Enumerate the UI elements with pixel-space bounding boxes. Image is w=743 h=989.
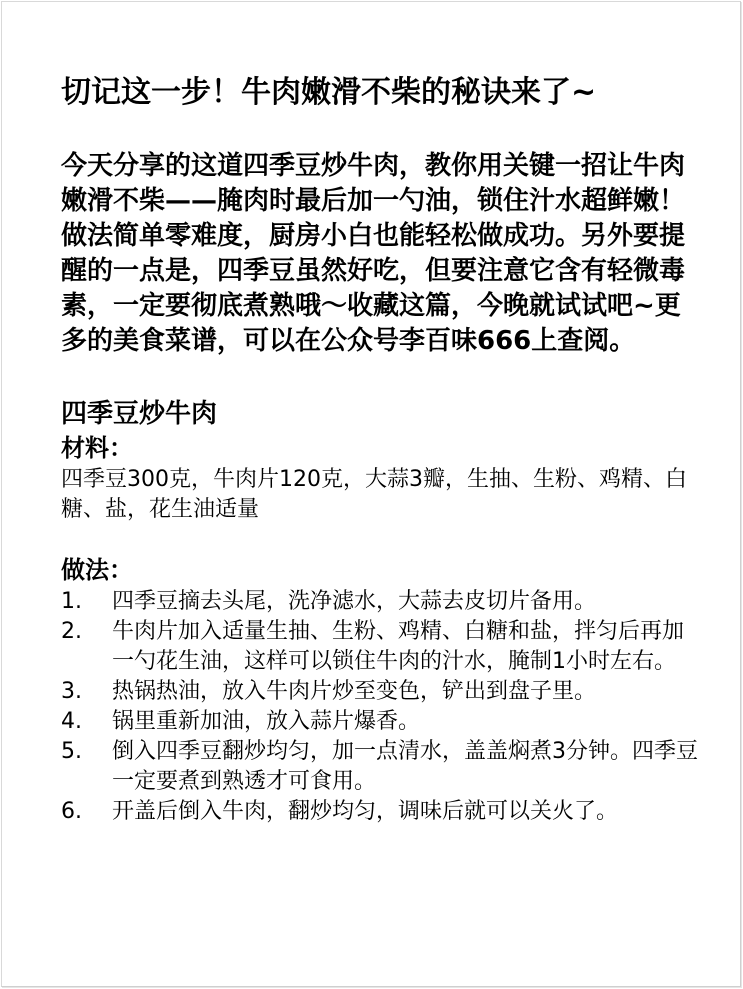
recipe-title: 四季豆炒牛肉 — [61, 399, 218, 429]
step-item — [61, 737, 701, 797]
step-number: 4. — [61, 709, 82, 734]
step-text: 热锅热油，放入牛肉片炒至变色，铲出到盘子里。 — [112, 679, 597, 704]
step-number: 2. — [61, 619, 82, 644]
document-content — [61, 68, 701, 827]
step-item — [61, 587, 701, 617]
step-text: 倒入四季豆翻炒均匀，加一点清水，盖盖焖煮3分钟。四季豆一定要煮到熟透才可食用。 — [112, 739, 698, 794]
step-text: 锅里重新加油，放入蒜片爆香。 — [112, 709, 421, 734]
ingredients-heading: 材料： — [61, 434, 133, 462]
document-page — [1, 1, 741, 987]
step-text: 牛肉片加入适量生抽、生粉、鸡精、白糖和盐，拌匀后再加一勺花生油，这样可以锁住牛肉的汁水，腌制1小时左右。 — [112, 619, 685, 674]
page-title: 切记这一步！牛肉嫩滑不柴的秘诀来了~ — [61, 75, 597, 110]
step-text: 开盖后倒入牛肉，翻炒均匀，调味后就可以关火了。 — [112, 799, 619, 824]
step-item — [61, 617, 701, 677]
intro-paragraph: 今天分享的这道四季豆炒牛肉，教你用关键一招让牛肉嫩滑不柴——腌肉时最后加一勺油，锁住汁水超鲜嫩！做法简单零难度，厨房小白也能轻松做成功。另外要提醒的一点是，四季豆虽然好吃，但要注意它含有轻微毒素，一定要彻底煮熟哦～收藏这篇，今晚就试试吧~更多的美食菜谱，可以在公众号李百味666上查阅。 — [61, 151, 686, 356]
step-item — [61, 707, 701, 737]
step-text: 四季豆摘去头尾，洗净滤水，大蒜去皮切片备用。 — [112, 589, 597, 614]
step-number: 1. — [61, 589, 82, 614]
steps-heading: 做法： — [61, 556, 133, 584]
ingredients-text: 四季豆300克，牛肉片120克，大蒜3瓣，生抽、生粉、鸡精、白糖、盐，花生油适量 — [61, 467, 687, 522]
steps-list — [61, 587, 701, 827]
step-item — [61, 677, 701, 707]
step-number: 5. — [61, 739, 82, 764]
step-item — [61, 797, 701, 827]
step-number: 6. — [61, 799, 82, 824]
step-number: 3. — [61, 679, 82, 704]
